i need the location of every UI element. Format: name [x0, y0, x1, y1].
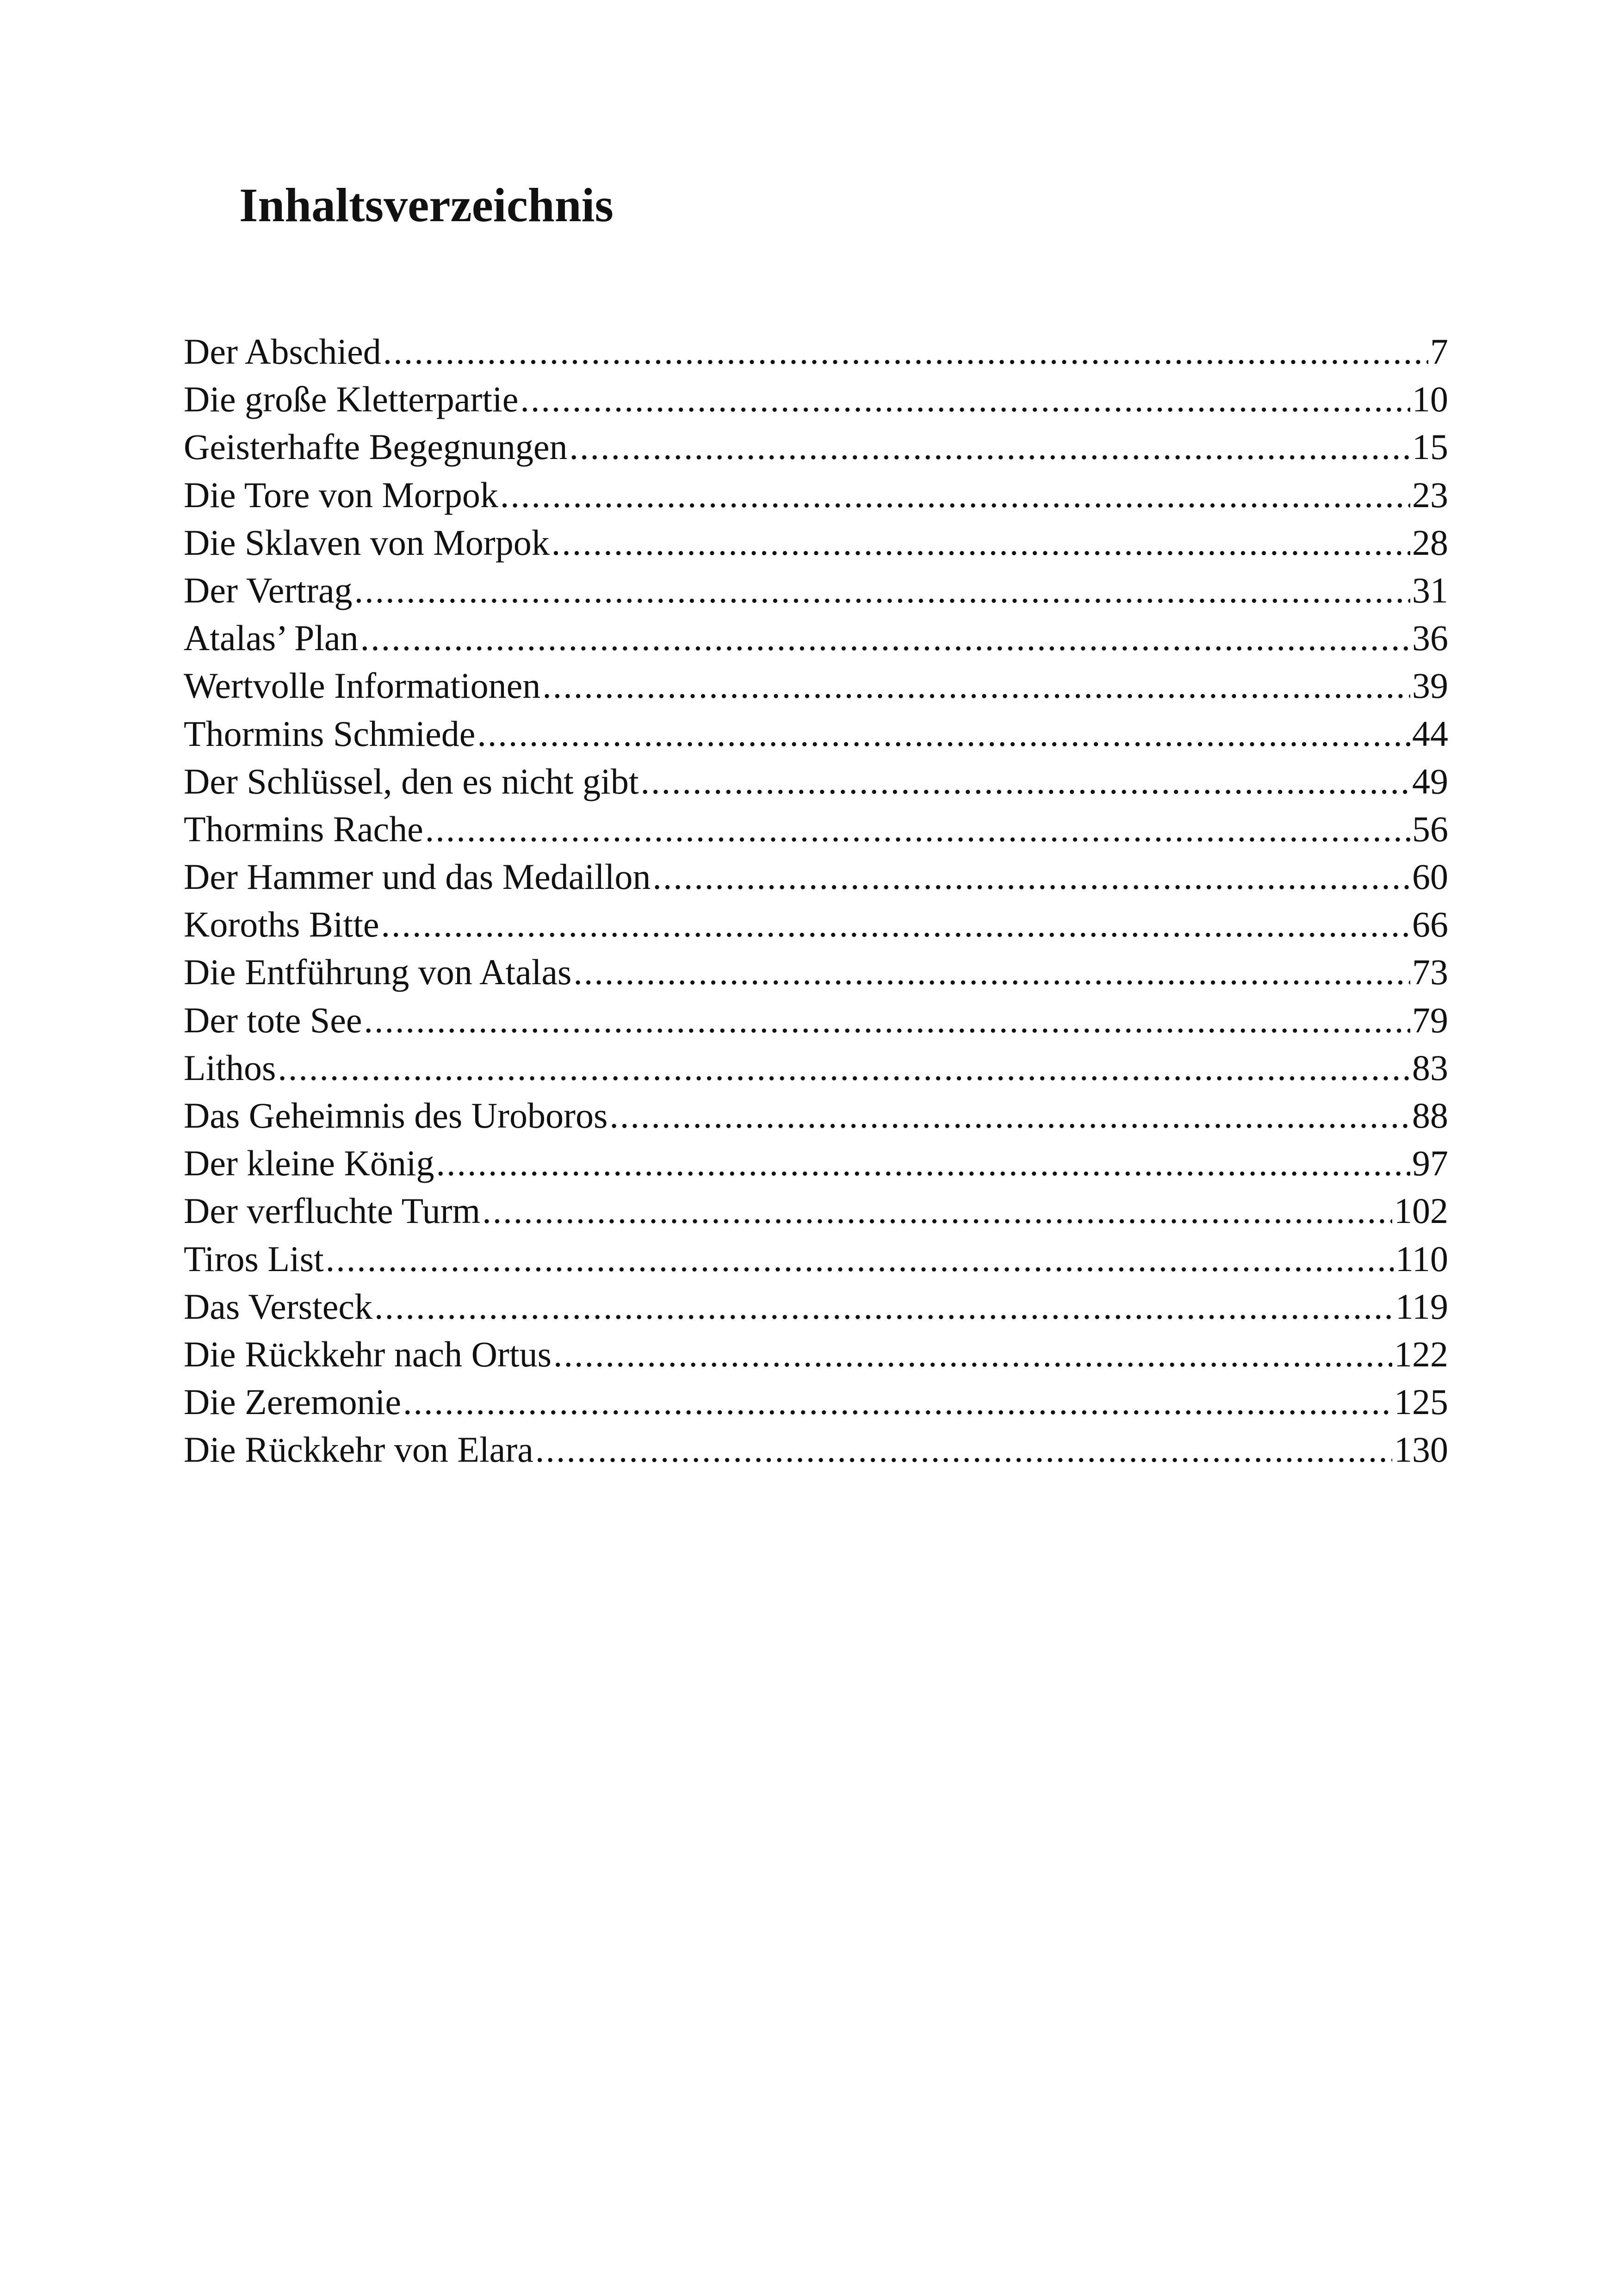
toc-entry — [184, 1139, 1448, 1187]
toc-entry-title: Geisterhafte Begegnungen — [184, 427, 568, 467]
toc-entry — [184, 375, 1448, 423]
toc-entry — [184, 996, 1448, 1044]
toc-entry — [184, 1330, 1448, 1378]
toc-dot-leader — [425, 805, 1410, 853]
toc-entry-title: Wertvolle Informationen — [184, 665, 541, 706]
toc-entry — [184, 1235, 1448, 1283]
toc-entry-title: Der kleine König — [184, 1143, 434, 1184]
toc-entry-title: Atalas’ Plan — [184, 618, 359, 658]
toc-entry — [184, 1092, 1448, 1139]
toc-entry — [184, 566, 1448, 614]
toc-entry-title: Thormins Rache — [184, 808, 423, 849]
toc-entry-title: Die Sklaven von Morpok — [184, 522, 550, 563]
toc-entry — [184, 471, 1448, 519]
toc-dot-leader — [436, 1139, 1410, 1187]
toc-dot-leader — [552, 519, 1410, 566]
toc-dot-leader — [364, 996, 1410, 1044]
toc-entry-page-number: 79 — [1412, 999, 1448, 1040]
toc-entry-page-number: 28 — [1412, 522, 1448, 563]
toc-entry-page-number: 60 — [1412, 856, 1448, 897]
toc-entry-title: Die große Kletterpartie — [184, 379, 519, 420]
toc-entry — [184, 423, 1448, 471]
toc-entry-title: Die Rückkehr nach Ortus — [184, 1334, 552, 1374]
toc-entry-page-number: 97 — [1412, 1143, 1448, 1184]
toc-list — [184, 328, 1448, 1474]
toc-entry — [184, 710, 1448, 757]
toc-entry-page-number: 102 — [1394, 1191, 1448, 1231]
toc-entry — [184, 1044, 1448, 1092]
toc-entry-title: Der tote See — [184, 999, 362, 1040]
toc-entry-title: Die Entführung von Atalas — [184, 952, 572, 993]
toc-entry — [184, 1283, 1448, 1330]
toc-entry-title: Das Geheimnis des Uroboros — [184, 1095, 608, 1136]
toc-entry-title: Der verfluchte Turm — [184, 1191, 481, 1231]
toc-entry-page-number: 10 — [1412, 379, 1448, 420]
toc-dot-leader — [520, 375, 1410, 423]
toc-entry-title: Thormins Schmiede — [184, 713, 476, 754]
toc-entry-title: Der Abschied — [184, 331, 381, 372]
toc-dot-leader — [403, 1378, 1392, 1426]
toc-dot-leader — [326, 1235, 1394, 1283]
toc-entry-page-number: 110 — [1395, 1238, 1448, 1279]
toc-dot-leader — [609, 1092, 1410, 1139]
toc-entry-title: Der Schlüssel, den es nicht gibt — [184, 761, 639, 801]
toc-dot-leader — [553, 1330, 1392, 1378]
toc-entry-page-number: 122 — [1394, 1334, 1448, 1374]
toc-entry — [184, 1378, 1448, 1426]
toc-entry-page-number: 23 — [1412, 474, 1448, 515]
toc-entry — [184, 614, 1448, 662]
toc-entry-page-number: 44 — [1412, 713, 1448, 754]
toc-entry — [184, 1426, 1448, 1473]
toc-dot-leader — [383, 328, 1428, 375]
toc-entry-title: Die Tore von Morpok — [184, 474, 498, 515]
toc-entry-page-number: 31 — [1412, 570, 1448, 610]
toc-entry — [184, 519, 1448, 566]
toc-entry-page-number: 73 — [1412, 952, 1448, 993]
toc-heading: Inhaltsverzeichnis — [239, 179, 614, 232]
toc-dot-leader — [500, 471, 1410, 519]
toc-dot-leader — [482, 1187, 1392, 1235]
toc-dot-leader — [381, 900, 1411, 948]
toc-dot-leader — [652, 853, 1410, 900]
toc-entry — [184, 757, 1448, 805]
toc-entry-page-number: 125 — [1394, 1382, 1448, 1422]
toc-entry — [184, 900, 1448, 948]
toc-entry — [184, 853, 1448, 900]
toc-entry-title: Das Versteck — [184, 1286, 372, 1327]
toc-entry — [184, 662, 1448, 709]
toc-dot-leader — [570, 423, 1410, 471]
toc-dot-leader — [477, 710, 1410, 757]
toc-entry-page-number: 88 — [1412, 1095, 1448, 1136]
toc-entry-title: Die Rückkehr von Elara — [184, 1429, 533, 1470]
toc-entry-page-number: 83 — [1412, 1047, 1448, 1088]
toc-dot-leader — [535, 1426, 1392, 1473]
toc-entry-page-number: 36 — [1412, 618, 1448, 658]
toc-dot-leader — [278, 1044, 1410, 1092]
toc-entry — [184, 948, 1448, 996]
toc-entry-title: Lithos — [184, 1047, 276, 1088]
toc-entry-page-number: 130 — [1394, 1429, 1448, 1470]
toc-entry-page-number: 49 — [1412, 761, 1448, 801]
toc-entry-page-number: 119 — [1395, 1286, 1448, 1327]
toc-dot-leader — [360, 614, 1410, 662]
toc-entry-page-number: 39 — [1412, 665, 1448, 706]
toc-entry-page-number: 7 — [1430, 331, 1448, 372]
toc-entry — [184, 328, 1448, 375]
toc-entry — [184, 805, 1448, 853]
toc-entry-title: Koroths Bitte — [184, 904, 379, 945]
toc-entry-page-number: 66 — [1412, 904, 1448, 945]
toc-entry-title: Der Hammer und das Medaillon — [184, 856, 651, 897]
toc-entry-title: Tiros List — [184, 1238, 324, 1279]
toc-dot-leader — [354, 566, 1410, 614]
toc-entry-title: Die Zeremonie — [184, 1382, 401, 1422]
toc-entry-page-number: 15 — [1412, 427, 1448, 467]
toc-entry-title: Der Vertrag — [184, 570, 353, 610]
toc-dot-leader — [542, 662, 1410, 709]
toc-entry — [184, 1187, 1448, 1235]
toc-entry-page-number: 56 — [1412, 808, 1448, 849]
toc-dot-leader — [573, 948, 1410, 996]
toc-dot-leader — [374, 1283, 1394, 1330]
toc-dot-leader — [641, 757, 1411, 805]
